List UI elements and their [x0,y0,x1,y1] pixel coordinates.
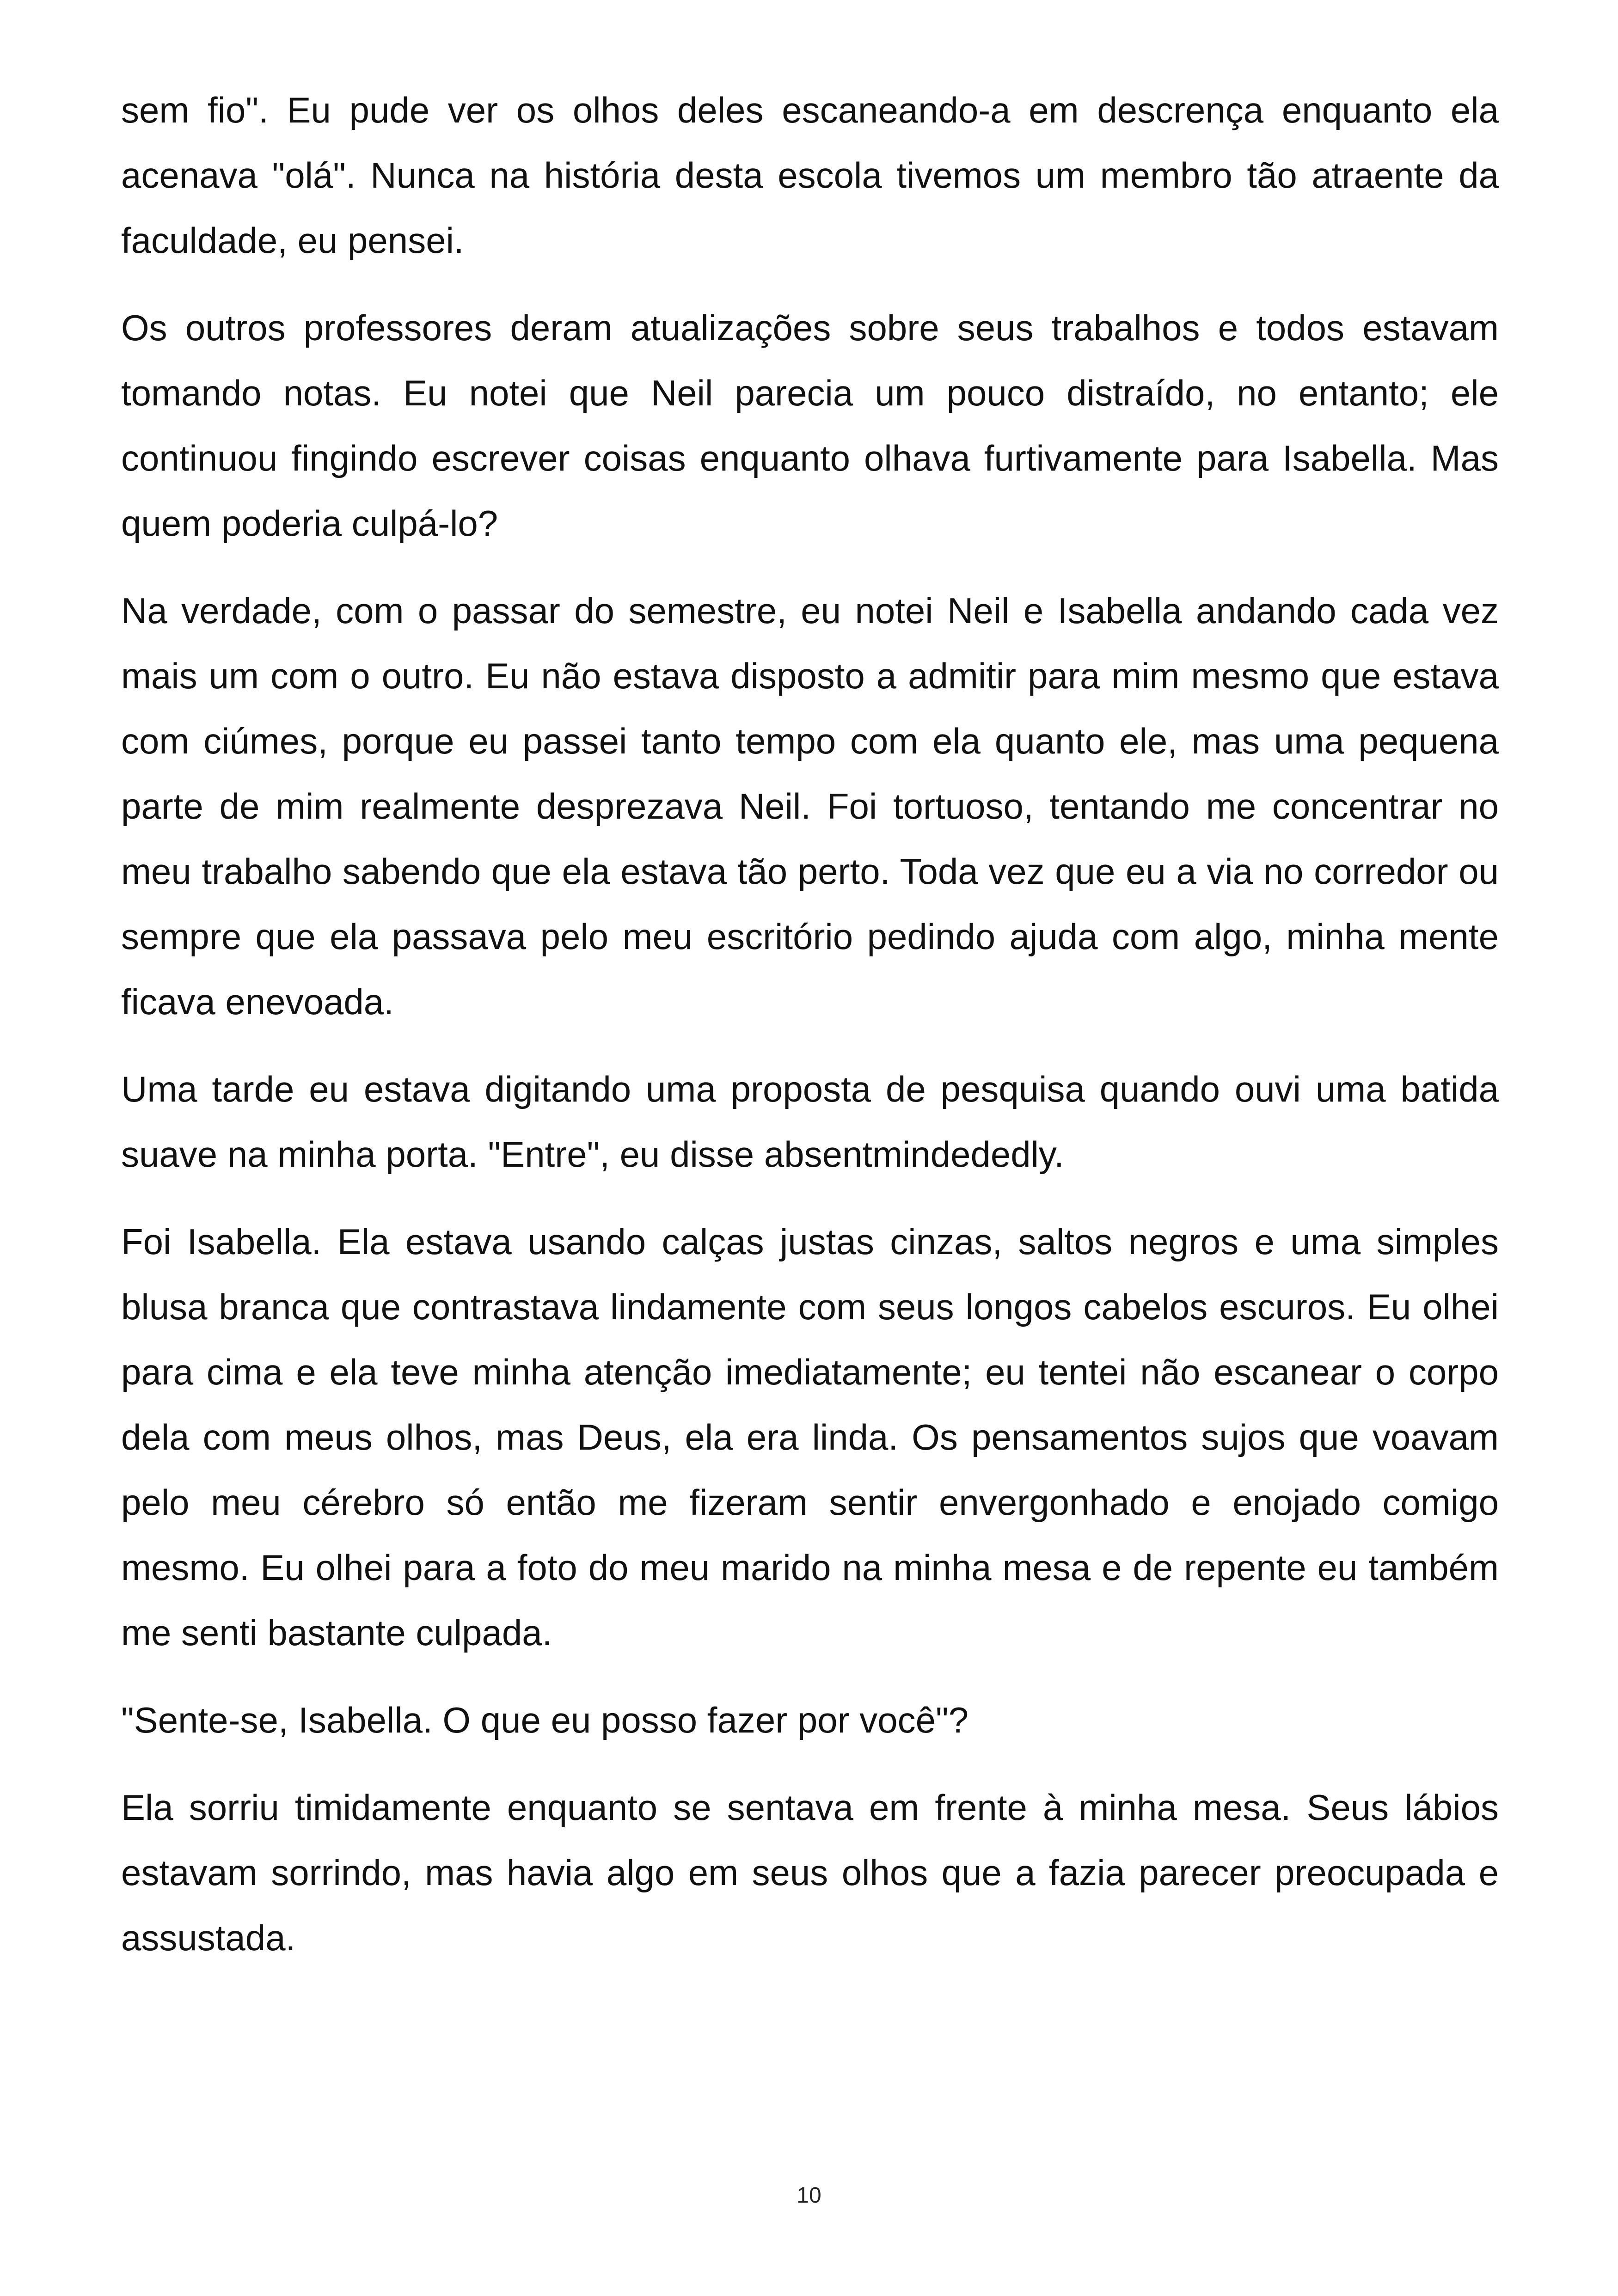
paragraph: Foi Isabella. Ela estava usando calças justas cinzas, saltos negros e uma simples blusa branca que contrastava lindamente com seus longos cabelos escuros. Eu olhei para cima e ela teve minha atenção imediatamente; eu tentei não escanear o corpo dela com meus olhos, mas Deus, ela era linda. Os pensamentos sujos que voavam pelo meu cérebro só então me fizeram sentir envergonhado e enojado comigo mesmo. Eu olhei para a foto do meu marido na minha mesa e de repente eu também me senti bastante culpada. [121,1221,1499,1653]
paragraph: Os outros professores deram atualizações sobre seus trabalhos e todos estavam tomando notas. Eu notei que Neil parecia um pouco distraído, no entanto; ele continuou fingindo escrever coisas enquanto olhava furtivamente para Isabella. Mas quem poderia culpá-lo? [121,307,1499,544]
document-body [121,78,1499,1971]
page-number: 10 [797,2183,821,2208]
paragraph: Uma tarde eu estava digitando uma proposta de pesquisa quando ouvi uma batida suave na minha porta. "Entre", eu disse absentmindededly. [121,1069,1499,1175]
paragraph: sem fio". Eu pude ver os olhos deles escaneando-a em descrença enquanto ela acenava "olá". Nunca na história desta escola tivemos um membro tão atraente da faculdade, eu pensei. [121,90,1499,261]
paragraph: Ela sorriu timidamente enquanto se sentava em frente à minha mesa. Seus lábios estavam sorrindo, mas havia algo em seus olhos que a fazia parecer preocupada e assustada. [121,1787,1499,1958]
paragraph: Na verdade, com o passar do semestre, eu notei Neil e Isabella andando cada vez mais um com o outro. Eu não estava disposto a admitir para mim mesmo que estava com ciúmes, porque eu passei tanto tempo com ela quanto ele, mas uma pequena parte de mim realmente desprezava Neil. Foi tortuoso, tentando me concentrar no meu trabalho sabendo que ela estava tão perto. Toda vez que eu a via no corredor ou sempre que ela passava pelo meu escritório pedindo ajuda com algo, minha mente ficava enevoada. [121,590,1499,1022]
paragraph: "Sente-se, Isabella. O que eu posso fazer por você"? [121,1700,969,1740]
